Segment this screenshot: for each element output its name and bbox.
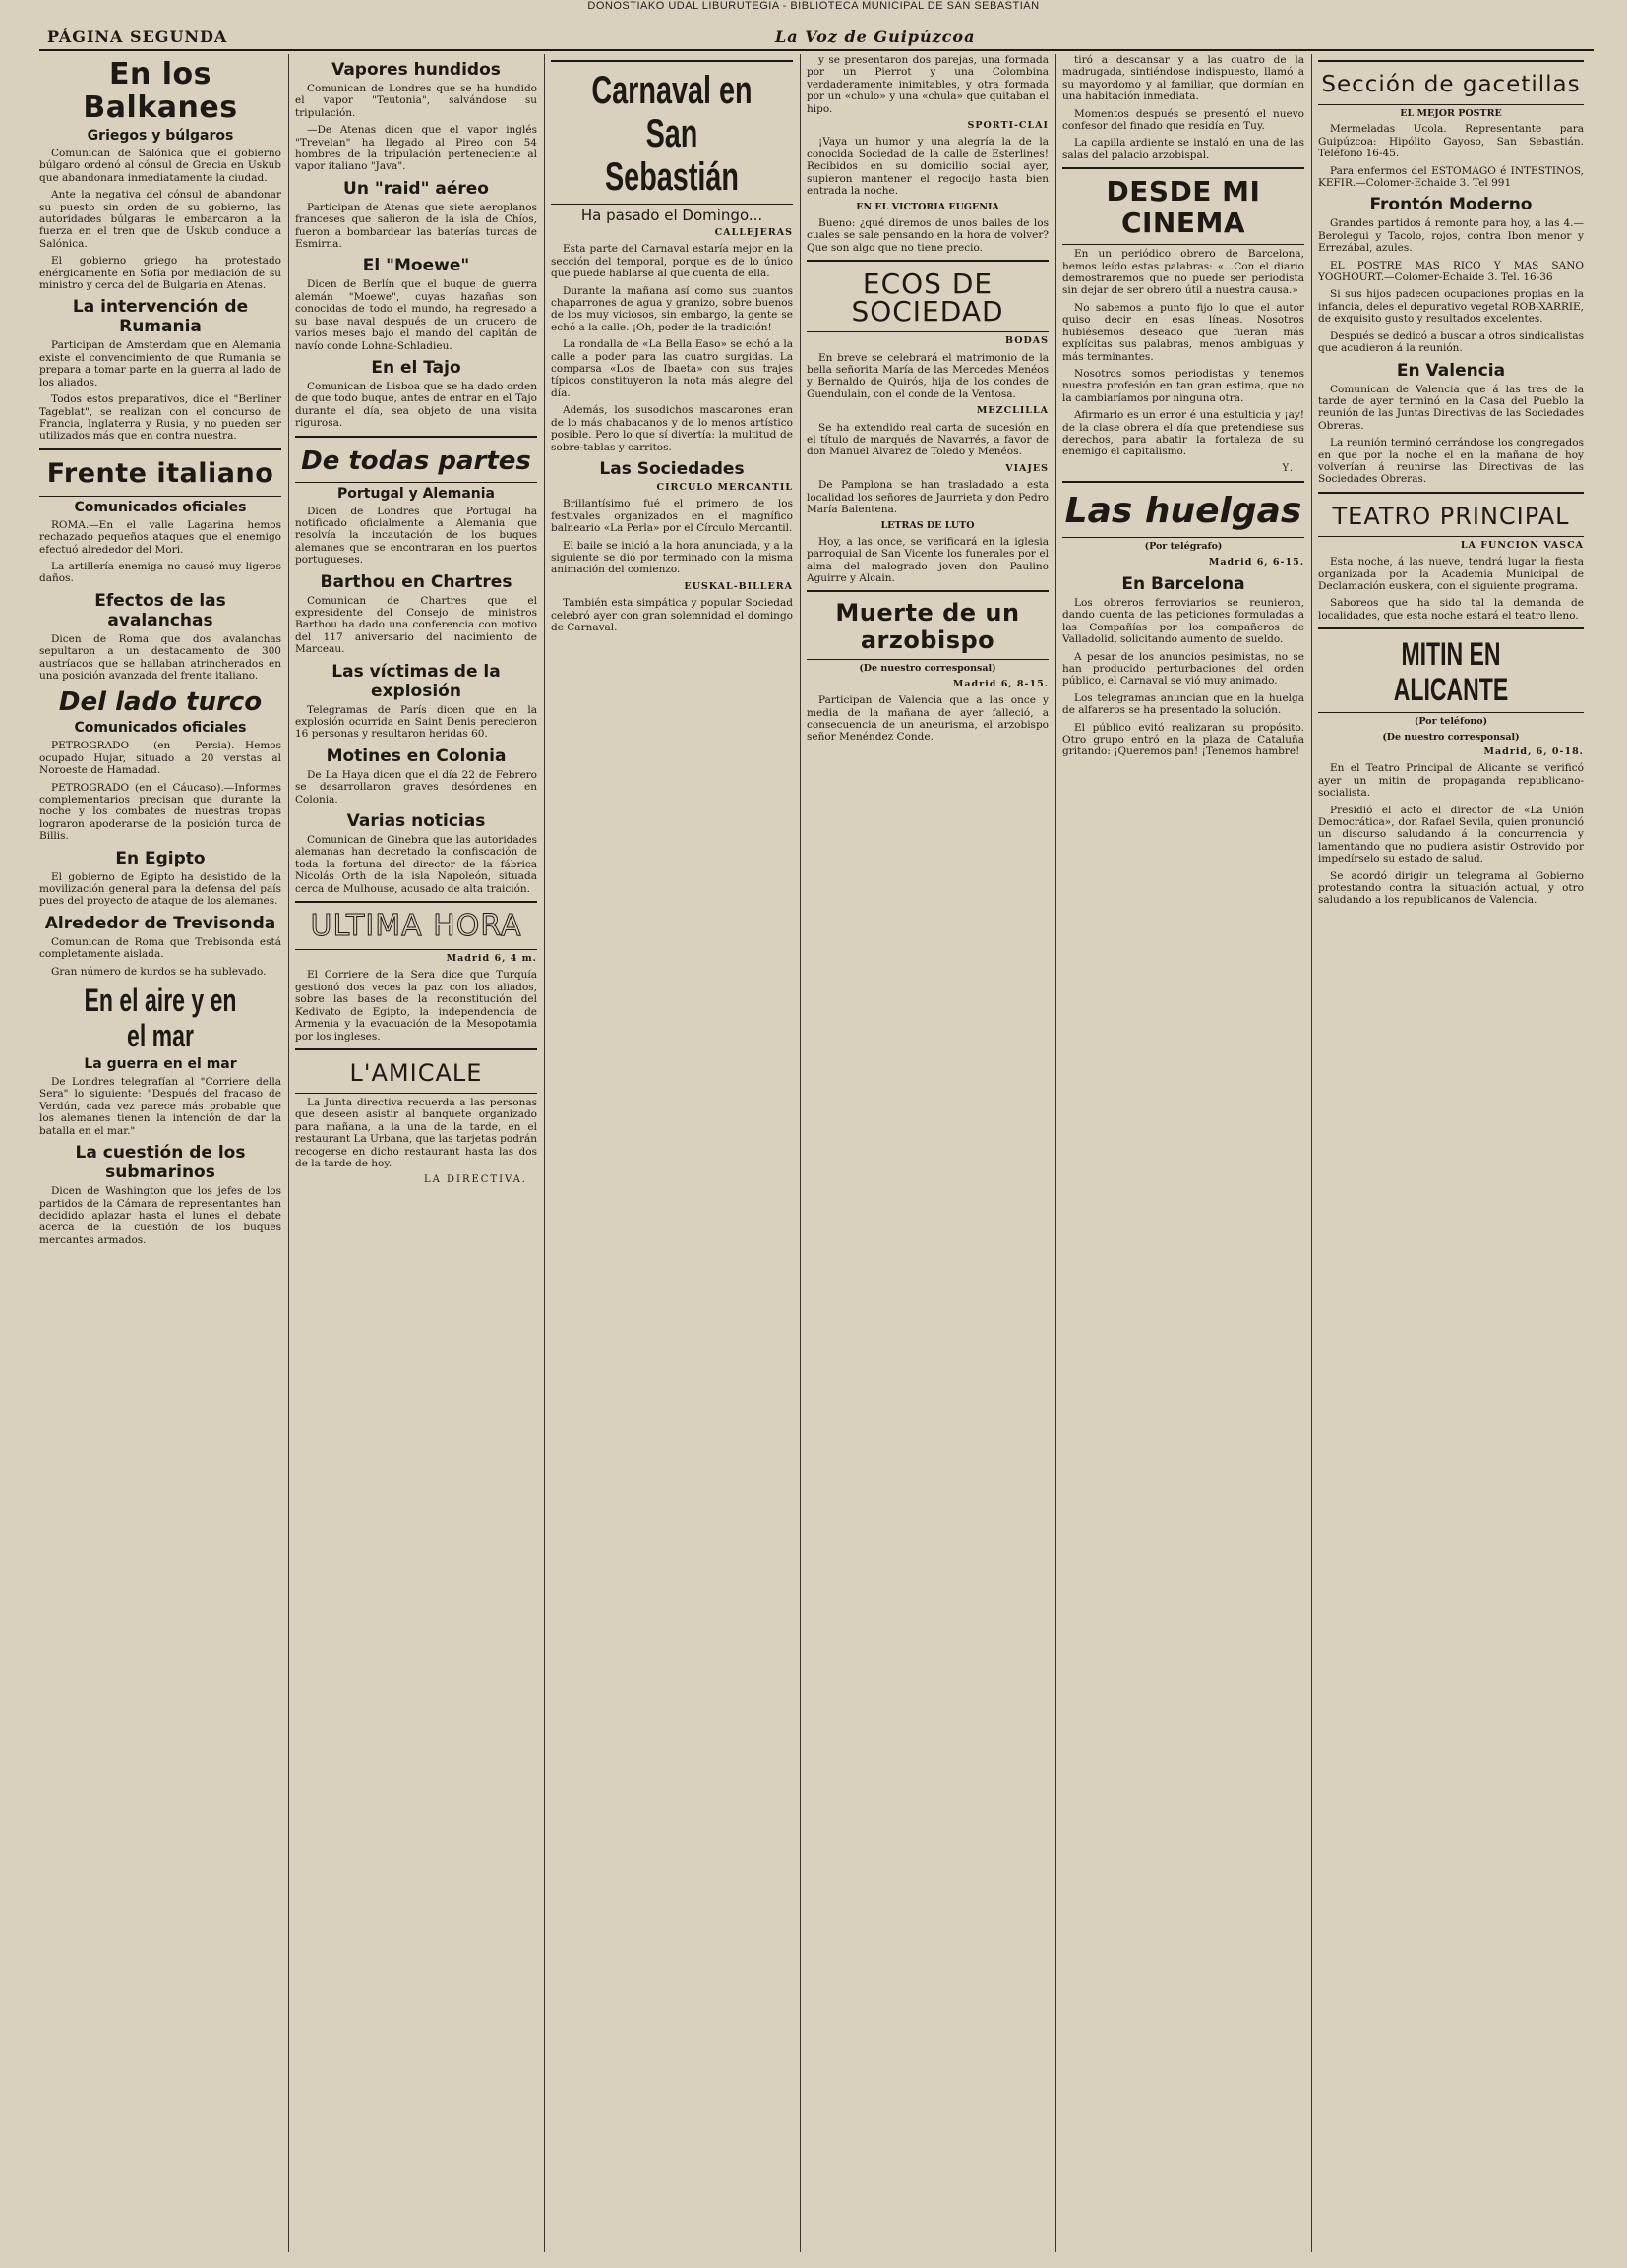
- article-text: Gran número de kurdos se ha sublevado.: [51, 965, 267, 978]
- section-label: EN EL VICTORIA EUGENIA: [856, 202, 999, 213]
- article-text: A pesar de los anuncios pesimistas, no se han producido perturbaciones del orden público, el Carnaval se vió muy animado.: [1062, 650, 1304, 687]
- column-rule: [288, 54, 289, 2252]
- headline-huelgas: Las huelgas: [1064, 491, 1302, 532]
- article-text: Esta noche, á las nueve, tendrá lugar la fiesta organizada por la Academia Municipal de Declamación euskera, con el siguiente programa.: [1318, 556, 1584, 592]
- article-text: Saboreos que ha sido tal la demanda de localidades, que esta noche estará el teatro lleno.: [1318, 597, 1584, 622]
- article-text: Comunican de Londres que se ha hundido el vapor "Teutonia", salvándose su tripulación.: [295, 83, 537, 119]
- headline-victimas: Las víctimas de la explosión: [331, 661, 501, 701]
- column-rule: [1311, 54, 1312, 2252]
- article-text: Brillantísimo fué el primero de los festivales organizados en el magnífico balneario «La Perla» por el Círculo Mercantil.: [551, 498, 793, 535]
- headline-barcelona: En Barcelona: [1121, 573, 1245, 594]
- headline-vapores: Vapores hundidos: [331, 60, 501, 80]
- headline-amicale: L'AMICALE: [349, 1058, 483, 1087]
- article-text: El público evitó realizaran su propósito. Otro grupo entró en la plaza de Cataluña gritando: ¡Queremos pan! ¡Tenemos hambre!: [1062, 721, 1304, 758]
- subhead-telefono: (Por teléfono): [1414, 716, 1488, 728]
- dateline: Madrid, 6, 0-18.: [1483, 746, 1584, 757]
- archive-header: DONOSTIAKO UDAL LIBURUTEGIA - BIBLIOTECA MUNICIPAL DE SAN SEBASTIAN: [587, 0, 1040, 12]
- article-text: No sabemos a punto fijo lo que el autor quiso decir en esas líneas. Nosotros hubiésemos deseado que fueran más explícitas sus palabras, menos ambiguas y más terminantes.: [1062, 301, 1304, 363]
- article-text: De Pamplona se han trasladado a esta localidad los señores de Jaurrieta y don Pedro María Balentena.: [807, 479, 1049, 515]
- article-text: El gobierno de Egipto ha desistido de la movilización general para la defensa del país pues del proyecto de ataque de los alemanes.: [39, 870, 281, 908]
- paper-name: La Voz de Guipúzcoa: [775, 28, 976, 46]
- article-text: Comunican de Valencia que á las tres de la tarde de ayer terminó en la Casa del Pueblo la reunión de las Juntas Directivas de las Sociedades Obreras.: [1318, 383, 1584, 432]
- article-text: Los telegramas anuncian que en la huelga de alfareros se ha presentado la solución.: [1062, 691, 1304, 717]
- headline-fronton: Frontón Moderno: [1369, 195, 1533, 215]
- page-label: PÁGINA SEGUNDA: [47, 28, 228, 46]
- subhead-comunicados-turco: Comunicados oficiales: [74, 720, 247, 737]
- section-label: LETRAS DE LUTO: [880, 520, 975, 532]
- article-text: Comunican de Ginebra que las autoridades alemanas han decretado la confiscación de toda la fortuna del director de la fábrica Nicolás Orth de la isla Napoleón, situada cerca de Mulhouse, acusado de alta traición.: [295, 834, 537, 895]
- signature: Y.: [1282, 462, 1295, 474]
- section-label: VIAJES: [1005, 462, 1049, 474]
- subhead-domingo: Ha pasado el Domingo...: [580, 207, 763, 224]
- column-3: [551, 54, 793, 2252]
- headline-submarinos: La cuestión de los submarinos: [75, 1143, 246, 1183]
- column-rule: [800, 54, 801, 2252]
- subhead-griegos: Griegos y búlgaros: [87, 128, 234, 144]
- article-text: PETROGRADO (en Persia).—Hemos ocupado Hujar, situado a 20 verstas al Noroeste de Hamadad.: [39, 740, 281, 777]
- article-text: ROMA.—En el valle Lagarina hemos rechazado pequeños ataques que el enemigo efectuó alrededor del Mori.: [39, 518, 281, 556]
- headline-frente-italiano: Frente italiano: [46, 457, 274, 489]
- article-text: EL POSTRE MAS RICO Y MAS SANO YOGHOURT.—Colomer-Echaide 3. Tel. 16-36: [1318, 259, 1584, 284]
- column-6: [1318, 54, 1584, 2252]
- article-text: Para enfermos del ESTOMAGO é INTESTINOS, KEFIR.—Colomer-Echaide 3. Tel 991: [1318, 164, 1584, 190]
- headline-arzobispo: Muerte de un arzobispo: [835, 599, 1020, 655]
- headline-rumania: La intervención de Rumania: [72, 297, 249, 337]
- headline-raid: Un "raid" aéreo: [343, 178, 489, 199]
- article-text: —De Atenas dicen que el vapor inglés "Trevelan" ha llegado al Pireo con 54 hombres de la tripulación perteneciente al vapor italiano "Java".: [295, 124, 537, 173]
- article-text: En breve se celebrará el matrimonio de la bella señorita María de las Mercedes Menéos y Bernaldo de Quirós, hija de los condes de Guendulain, con el conde de la Ventosa.: [807, 351, 1049, 400]
- column-5: [1062, 54, 1304, 2252]
- headline-mitin: MITIN EN ALICANTE: [1393, 636, 1509, 708]
- headline-motines: Motines en Colonia: [326, 746, 507, 766]
- article-text: Durante la mañana así como sus cuantos chaparrones de agua y granizo, sobre buenos de los muy viciosos, sin embargo, la gente se echó a la calle. ¡Oh, poder de la tradición!: [551, 284, 793, 333]
- article-text: Además, los susodichos mascarones eran de lo más chabacanos y de lo menos artístico posible. Pero lo que sí divertía: la multitud de sobre-tablas y carritos.: [551, 404, 793, 453]
- subhead-corresponsal: (De nuestro corresponsal): [1382, 731, 1520, 743]
- article-text: Dicen de Londres que Portugal ha notificado oficialmente a Alemania que resolvía la incautación de los buques alemanes que se encontraran en los puertos portugueses.: [295, 505, 537, 567]
- headline-ecos-sociedad: ECOS DE SOCIEDAD: [851, 268, 1004, 328]
- headline-moewe: El "Moewe": [362, 256, 470, 276]
- article-text: Nosotros somos periodistas y tenemos nuestra profesión en tan gran estima, que no la cambiaríamos por ninguna otra.: [1062, 367, 1304, 404]
- article-text: Mermeladas Ucola. Representante para Guipúzcoa: Hipólito Gayoso, San Sebastián. Teléfono 16-45.: [1318, 123, 1584, 160]
- article-text: tiró a descansar y a las cuatro de la madrugada, sintiéndose indispuesto, llamó a su mayordomo y al familiar, que dormían en una habitación inmediata.: [1062, 54, 1304, 103]
- dateline: Madrid 6, 6-15.: [1208, 556, 1304, 567]
- column-1: [39, 54, 281, 2252]
- article-text: Comunican de Lisboa que se ha dado orden de que todo buque, antes de entrar en el Tajo durante el día, sea objeto de una visita rigurosa.: [295, 380, 537, 430]
- headline-ultima-hora: ULTIMA HORA: [310, 909, 522, 944]
- article-text: Hoy, a las once, se verificará en la iglesia parroquial de San Vicente los funerales por el alma del malogrado joven don Paulino Aguirre y Alcain.: [807, 535, 1049, 584]
- article-text: El gobierno griego ha protestado enérgicamente en Sofía por mediación de su ministro y cerca del de Bulgaria en Atenas.: [39, 255, 281, 292]
- article-text: Ante la negativa del cónsul de abandonar su puesto sin orden de su gobierno, las autoridades búlgaras le embarcaron a la fuerza en el tren que de Uskub conduce a Salónica.: [39, 189, 281, 250]
- article-text: En un periódico obrero de Barcelona, hemos leído estas palabras: «...Con el diario demostraremos que no puede ser periodista sin dejar de ser obrero útil a nuestra causa.»: [1062, 248, 1304, 297]
- article-text: Todos estos preparativos, dice el "Berliner Tageblat", se realizan con el concurso de Francia, Inglaterra y Rusia, y no pueden ser utilizados más que en contra nuestra.: [39, 393, 281, 443]
- article-text: Comunican de Roma que Trebisonda está completamente aislada.: [39, 935, 281, 961]
- section-label: MEZCLILLA: [976, 405, 1049, 417]
- article-text: Participan de Atenas que siete aeroplanos franceses que salieron de la isla de Chíos, fueron a bombardear las baterías turcas de Esmirna.: [295, 201, 537, 251]
- headline-sociedades: Las Sociedades: [599, 458, 745, 479]
- subhead-corresponsal: (De nuestro corresponsal): [859, 663, 996, 675]
- column-4: [807, 54, 1049, 2252]
- section-label: LA FUNCION VASCA: [1460, 539, 1584, 551]
- article-text: Dicen de Roma que dos avalanchas sepultaron a un destacamento de 300 austríacos que se hallaban atrincherados en una posición avanzada del frente italiano.: [39, 632, 281, 682]
- article-text: Comunican de Salónica que el gobierno búlgaro ordenó al cónsul de Grecia en Uskub que abandonara inmediatamente la ciudad.: [39, 148, 281, 184]
- section-label: BODAS: [1005, 335, 1049, 347]
- subhead-mejor-postre: EL MEJOR POSTRE: [1400, 108, 1502, 119]
- article-text: ¡Vaya un humor y una alegría la de la conocida Sociedad de la calle de Esterlines! Recibidos en su domicilio social ayer, supieron mantener el regocijo hasta bien entrada la noche.: [807, 136, 1049, 198]
- article-text: Los obreros ferroviarios se reunieron, dando cuenta de las peticiones formuladas a las Compañías por los compañeros de Valladolid, solicitando aumento de sueldo.: [1062, 596, 1304, 646]
- article-text: Se acordó dirigir un telegrama al Gobierno protestando contra la situación actual, y otro saludando a los republicanos de Valencia.: [1318, 869, 1584, 907]
- dateline: Madrid 6, 8-15.: [952, 678, 1049, 689]
- article-text: Bueno: ¿qué diremos de unos bailes de los cuales se sale pensando en la hora de volver? Que son algo que no tiene precio.: [807, 216, 1049, 254]
- article-text: Presidió el acto el director de «La Unión Democrática», don Rafael Sevila, quien pronunció un discurso saludando á la concurrencia y lamentando que no pudiera asistir Ostrovido por impedírselo su estado de salud.: [1318, 804, 1584, 865]
- headline-varias: Varias noticias: [346, 811, 486, 832]
- article-text: Dicen de Washington que los jefes de los partidos de la Cámara de representantes han decidido aplazar hasta el lunes el debate acerca de la cuestión de los buques mercantes armados.: [39, 1185, 281, 1246]
- headline-teatro: TEATRO PRINCIPAL: [1332, 502, 1570, 530]
- article-text: Esta parte del Carnaval estaría mejor en la sección del temporal, porque es de lo único que puede hablarse al que cuenta de ella.: [551, 243, 793, 280]
- subhead-comunicados: Comunicados oficiales: [74, 499, 247, 515]
- article-text: De Londres telegrafían al "Corriere della Sera" lo siguiente: "Después del fracaso de Verdún, cada vez parece más probable que los alemanes tienen la intención de dar la batalla en el mar.": [39, 1076, 281, 1137]
- subhead-portugal: Portugal y Alemania: [337, 485, 495, 502]
- dateline: Madrid 6, 4 m.: [446, 953, 537, 965]
- article-text: De La Haya dicen que el día 22 de Febrero se desarrollaron graves desórdenes en Colonia.: [295, 768, 537, 806]
- column-rule: [544, 54, 545, 2252]
- headline-avalanchas: Efectos de las avalanchas: [94, 590, 226, 630]
- headline-tajo: En el Tajo: [371, 357, 461, 378]
- subhead-telegrafo: (Por telégrafo): [1144, 541, 1223, 553]
- article-text: La Junta directiva recuerda a las personas que deseen asistir al banquete organizado para mañana, a la una de la tarde, en el restaurant La Urbana, que las tarjetas podrán recogerse en dicho restaurant hasta las dos de la tarde de hoy.: [295, 1096, 537, 1169]
- article-text: Comunican de Chartres que el expresidente del Consejo de ministros Barthou ha dado una conferencia con motivo del 117 aniversario del nacimiento de Marceau.: [295, 594, 537, 656]
- headline-barthou: Barthou en Chartres: [320, 571, 512, 592]
- column-2: [295, 54, 537, 2252]
- article-text: La rondalla de «La Bella Easo» se echó a la calle a poder para las cuatro surgidas. La comparsa «Los de Ibaeta» con sus trajes típicos constituyeron la nota más alegre del día.: [551, 338, 793, 399]
- article-text: Telegramas de París dicen que en la explosión ocurrida en Saint Denis perecieron 16 personas y resultaron heridas 60.: [295, 703, 537, 741]
- article-text: El Corriere de la Sera dice que Turquía gestionó dos veces la paz con los aliados, sobre las bases de la reconstitución del Kedivato de Egipto, la independencia de Armenia y la evacuación de la Mesopotamia por los ingleses.: [295, 969, 537, 1043]
- headline-trevisonda: Alrededor de Trevisonda: [44, 913, 276, 933]
- article-text: Participan de Valencia que a las once y media de la mañana de ayer falleció, a consecuencia de un aneurisma, el arzobispo señor Menéndez Conde.: [807, 694, 1049, 744]
- headline-carnaval: Carnaval en San Sebastián: [591, 69, 753, 199]
- column-rule: [1055, 54, 1056, 2252]
- article-text: La capilla ardiente se instaló en una de las salas del palacio arzobispal.: [1062, 137, 1304, 161]
- headline-aire-mar: En el aire y en el mar: [84, 983, 237, 1054]
- article-text: y se presentaron dos parejas, una formada por un Pierrot y una Colombina verdaderamente inimitables, y otra formada por un «chulo» y una «chula» que quitaban el hipo.: [807, 54, 1049, 115]
- article-text: La artillería enemiga no causó muy ligeros daños.: [39, 560, 281, 585]
- article-text: En el Teatro Principal de Alicante se verificó ayer un mitin de propaganda republicano-socialista.: [1318, 762, 1584, 800]
- headline-todas-partes: De todas partes: [301, 446, 531, 476]
- article-text: Afirmarlo es un error é una estulticia y ¡ay! de la clase obrera el día que pretendiese sus derechos, para abatir la fortaleza de su enemigo el capitalismo.: [1062, 409, 1304, 458]
- article-text: Se ha extendido real carta de sucesión en el título de marqués de Navarrés, a favor de don Manuel Alvarez de Toledo y Menéos.: [807, 421, 1049, 458]
- section-label: SPORTI-CLAI: [967, 120, 1049, 132]
- article-text: Después se dedicó a buscar a otros sindicalistas que acudieron á la reunión.: [1318, 329, 1584, 355]
- article-text: La reunión terminó cerrándose los congregados en que por la noche el en la mañana de hoy volverían á reunirse las Directivas de las Sociedades Obreras.: [1318, 437, 1584, 486]
- headline-egipto: En Egipto: [115, 848, 206, 868]
- article-text: Dicen de Berlín que el buque de guerra alemán "Moewe", cuyas hazañas son conocidas de todo el mundo, ha regresado a su base naval después de un crucero de varios meses bajo el mando del capitán de navío conde Lohna-Schladieu.: [295, 278, 537, 352]
- article-text: Grandes partidos á remonte para hoy, a las 4.—Berolegui y Tacolo, rojos, contra Ibon menor y Errezábal, azules.: [1318, 217, 1584, 255]
- section-label: EUSKAL-BILLERA: [684, 580, 793, 592]
- headline-valencia: En Valencia: [1396, 360, 1506, 381]
- headline-cinema: DESDE MI CINEMA: [1106, 175, 1261, 240]
- article-text: Momentos después se presentó el nuevo confesor del finado que residía en Tuy.: [1062, 107, 1304, 133]
- headline-gacetillas: Sección de gacetillas: [1321, 72, 1581, 97]
- subhead-guerra-mar: La guerra en el mar: [84, 1056, 237, 1073]
- article-text: Si sus hijos padecen ocupaciones propias en la infancia, deles el depurativo vegetal ROB-XARRIE, de exquisito gusto y resultados excelentes.: [1318, 288, 1584, 326]
- headline-lado-turco: Del lado turco: [58, 687, 263, 718]
- headline-balkanes: En los Balkanes: [83, 57, 238, 125]
- signature: LA DIRECTIVA.: [423, 1174, 527, 1186]
- section-label: CALLEJERAS: [714, 227, 793, 238]
- article-text: El baile se inició a la hora anunciada, y a la siguiente se dió por terminado con la misma animación del comienzo.: [551, 539, 793, 576]
- article-text: Participan de Amsterdam que en Alemania existe el convencimiento de que Rumania se prepara a tomar parte en la guerra al lado de los aliados.: [39, 339, 281, 388]
- article-text: PETROGRADO (en el Cáucaso).—Informes complementarios precisan que durante la noche y los combates de nuestras tropas lograron apoderarse de la posición turca de Billis.: [39, 781, 281, 843]
- section-label: CIRCULO MERCANTIL: [656, 481, 793, 493]
- article-text: También esta simpática y popular Sociedad celebró ayer con gran solemnidad el domingo de Carnaval.: [551, 597, 793, 633]
- running-head: [39, 26, 1594, 51]
